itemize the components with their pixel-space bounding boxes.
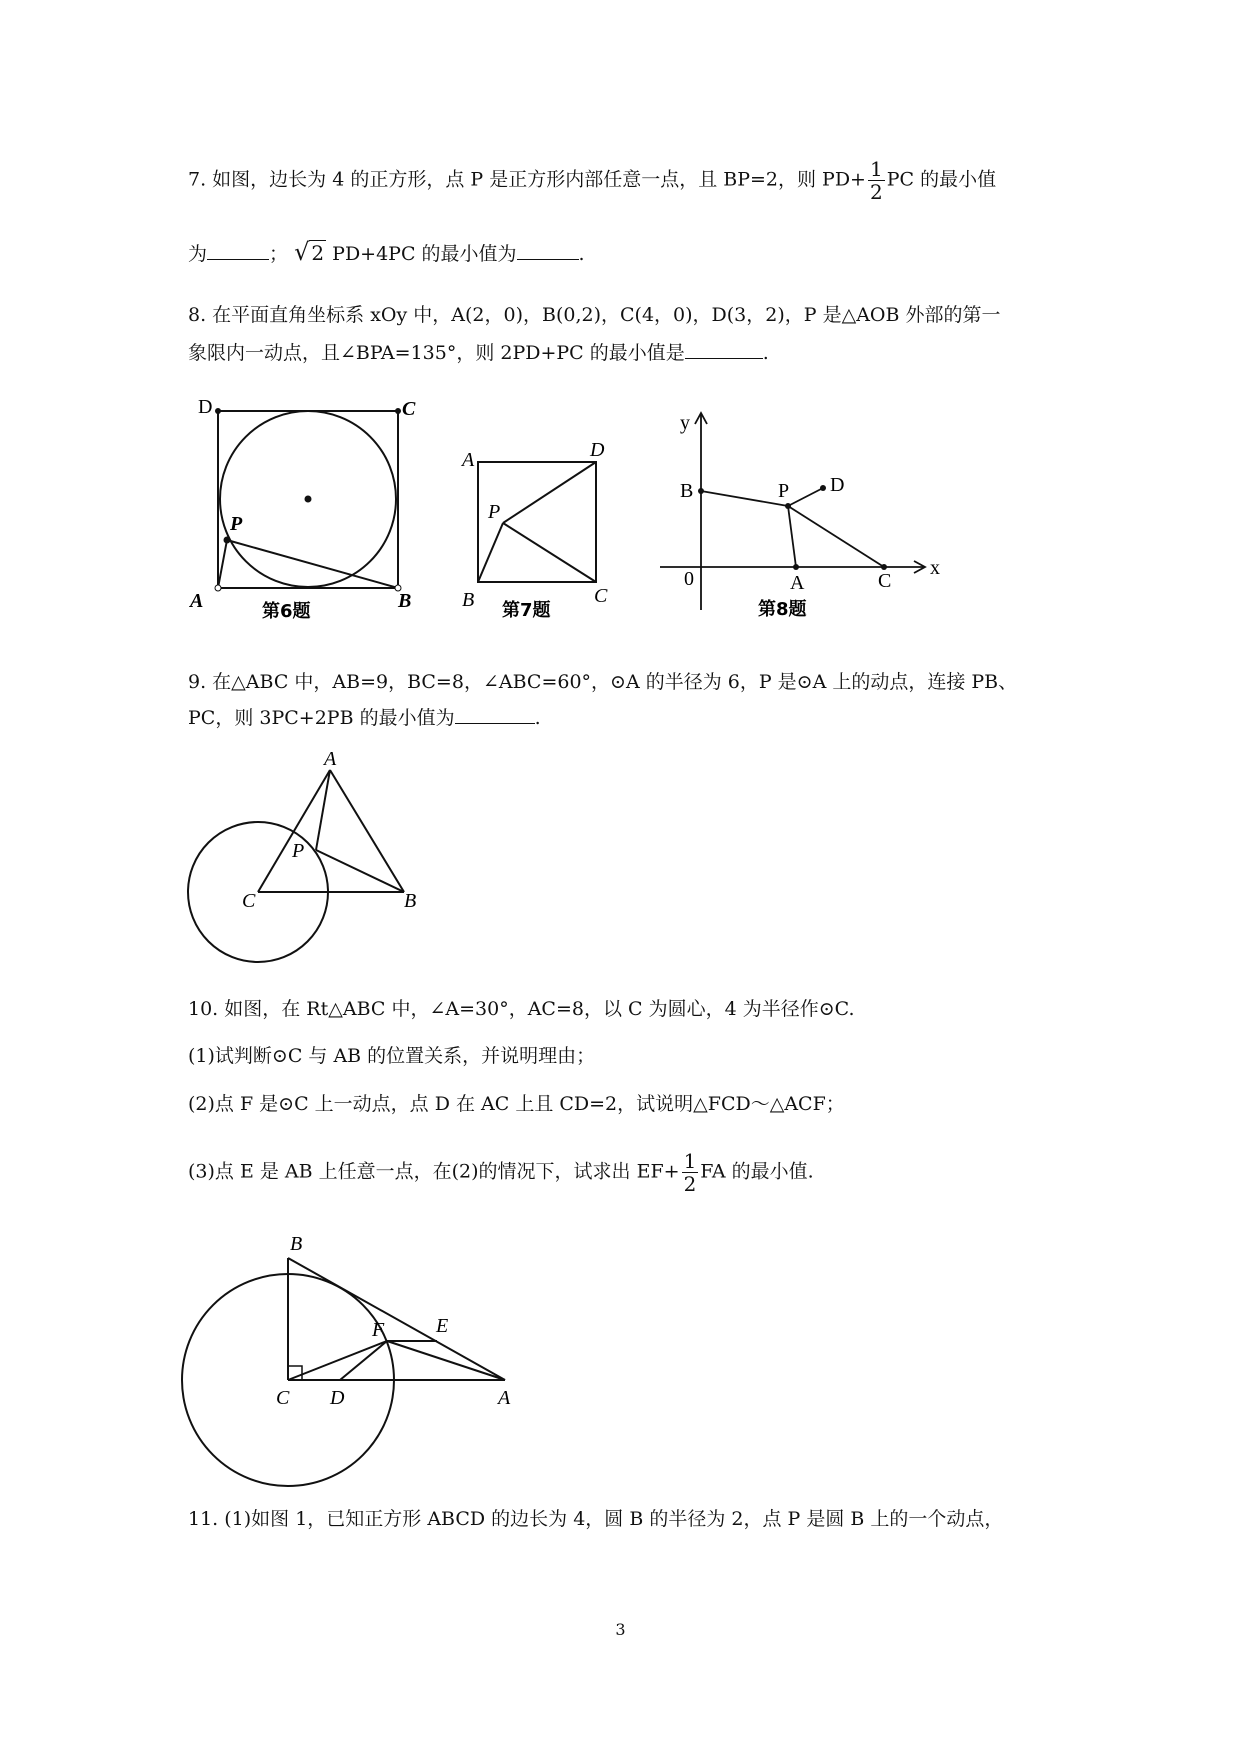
q10-frac-den: 2: [683, 1172, 697, 1196]
fig8-label-D: D: [830, 474, 845, 496]
q7-fraction: [868, 158, 885, 203]
q10-sub2: (2)点 F 是⊙C 上一动点，点 D 在 AC 上且 CD=2，试说明△FCD～△ACF；: [188, 1093, 845, 1115]
fig8-label-x: x: [930, 557, 940, 579]
q10-sub3-b: FA 的最小值.: [700, 1160, 814, 1183]
fig8-point-P: [785, 503, 791, 509]
fig8-point-B: [698, 488, 704, 494]
fig6-label-A: A: [190, 590, 204, 612]
q10-sub3: [188, 1150, 814, 1195]
q8-line2-end: .: [762, 342, 769, 364]
q7-text-a: 7. 如图，边长为 4 的正方形，点 P 是正方形内部任意一点，且 BP=2，则 PD+: [188, 168, 866, 191]
fig10-label-D: D: [330, 1387, 345, 1409]
q7-line1: [188, 158, 996, 203]
q8-line2: [188, 340, 769, 365]
fig8-label-B: B: [680, 480, 694, 502]
fig8-point-D: [820, 485, 826, 491]
fig10-segment-DF: [340, 1341, 387, 1380]
fig6-segment-PB: [227, 540, 398, 588]
fig7-label-B: B: [462, 589, 475, 611]
fig6-segment-PA: [218, 540, 227, 588]
fig8-caption: 第8题: [758, 599, 807, 620]
fig8-label-P: P: [778, 480, 790, 502]
fig8-point-A: [793, 564, 799, 570]
fig7-label-P: P: [488, 501, 501, 523]
fig6-center-dot: [305, 496, 312, 503]
fig6-label-D: D: [198, 396, 213, 418]
figure-6: [180, 395, 430, 635]
q10-frac-num: 1: [683, 1149, 697, 1173]
q7-answer-blank-1[interactable]: [207, 241, 269, 260]
q10-sub3-a: (3)点 E 是 AB 上任意一点，在(2)的情况下，试求出 EF+: [188, 1160, 680, 1183]
fig7-label-A: A: [462, 449, 475, 471]
fig9-label-A: A: [324, 748, 337, 770]
fig6-point-P: [224, 537, 231, 544]
q7-line2-end: .: [578, 243, 585, 265]
fig7-label-D: D: [590, 439, 605, 461]
fig10-label-F: F: [372, 1319, 385, 1341]
fig7-segment-PD: [503, 462, 596, 523]
fig10-label-C: C: [276, 1387, 290, 1409]
q10-sub1: (1)试判断⊙C 与 AB 的位置关系，并说明理由；: [188, 1045, 596, 1067]
fig8-segment-PD: [788, 488, 823, 506]
fig10-segment-CF: [288, 1341, 387, 1380]
q9-line2: [188, 705, 541, 730]
fig10-label-E: E: [436, 1315, 449, 1337]
q7-line2-a: 为: [188, 243, 208, 265]
fig6-point-C: [395, 408, 401, 414]
q7-text-b: PC 的最小值: [886, 168, 997, 191]
q7-answer-blank-2[interactable]: [517, 241, 579, 260]
q11-line1: 11. (1)如图 1，已知正方形 ABCD 的边长为 4，圆 B 的半径为 2，点 P 是圆 B 上的一个动点，: [188, 1508, 1004, 1530]
fig6-caption: 第6题: [262, 601, 311, 622]
figure-10: [180, 1220, 530, 1480]
figure-8: [660, 405, 940, 635]
q7-line2-b: ；: [269, 243, 289, 265]
fig8-label-y: y: [680, 412, 690, 434]
fig8-label-A: A: [790, 572, 805, 594]
page-number: 3: [615, 1620, 626, 1639]
fig9-label-B: B: [404, 890, 417, 912]
fig9-label-C: C: [242, 890, 256, 912]
fig6-label-C: C: [402, 398, 416, 420]
q7-line2-c: PD+4PC 的最小值为: [332, 243, 517, 265]
fig10-label-B: B: [290, 1233, 303, 1255]
fig6-point-A: [215, 585, 221, 591]
fig10-label-A: A: [498, 1387, 511, 1409]
sqrt-icon: √: [294, 238, 310, 266]
fig6-label-B: B: [398, 590, 412, 612]
q7-line2: [188, 240, 585, 266]
fig8-label-C: C: [878, 570, 892, 592]
fig9-label-P: P: [292, 840, 305, 862]
fig6-label-P: P: [230, 513, 243, 535]
fig7-segment-BP: [478, 523, 503, 582]
q7-frac-den: 2: [869, 180, 883, 204]
fig7-caption: 第7题: [502, 600, 551, 621]
q9-answer-blank[interactable]: [455, 705, 535, 724]
q9-line2-text: PC，则 3PC+2PB 的最小值为: [188, 707, 455, 729]
fig10-segment-BA: [288, 1258, 505, 1380]
fig8-segment-BP: [701, 491, 788, 506]
figure-9: [180, 745, 440, 975]
figure-7: [460, 440, 630, 630]
q8-answer-blank[interactable]: [685, 340, 763, 359]
fig8-label-O: 0: [684, 568, 694, 590]
fig7-segment-PC: [503, 523, 596, 582]
q9-line1: 9. 在△ABC 中，AB=9，BC=8，∠ABC=60°，⊙A 的半径为 6，P 是⊙A 上的动点，连接 PB、: [188, 671, 1018, 693]
fig8-segment-PA: [788, 506, 796, 567]
q10-line1: 10. 如图，在 Rt△ABC 中，∠A=30°，AC=8，以 C 为圆心，4 为半径作⊙C.: [188, 998, 855, 1020]
q10-fraction: [682, 1150, 699, 1195]
fig8-segment-PC: [788, 506, 884, 567]
fig7-label-C: C: [594, 585, 608, 607]
q8-line2-text: 象限内一动点，且∠BPA=135°，则 2PD+PC 的最小值是: [188, 342, 685, 364]
fig6-point-D: [215, 408, 221, 414]
q8-line1: 8. 在平面直角坐标系 xOy 中，A(2，0)，B(0,2)，C(4，0)，D(3，2)，P 是△AOB 外部的第一: [188, 304, 1001, 326]
q7-radicand: 2: [311, 241, 325, 265]
q9-line2-end: .: [534, 707, 541, 729]
q7-frac-num: 1: [869, 157, 883, 181]
